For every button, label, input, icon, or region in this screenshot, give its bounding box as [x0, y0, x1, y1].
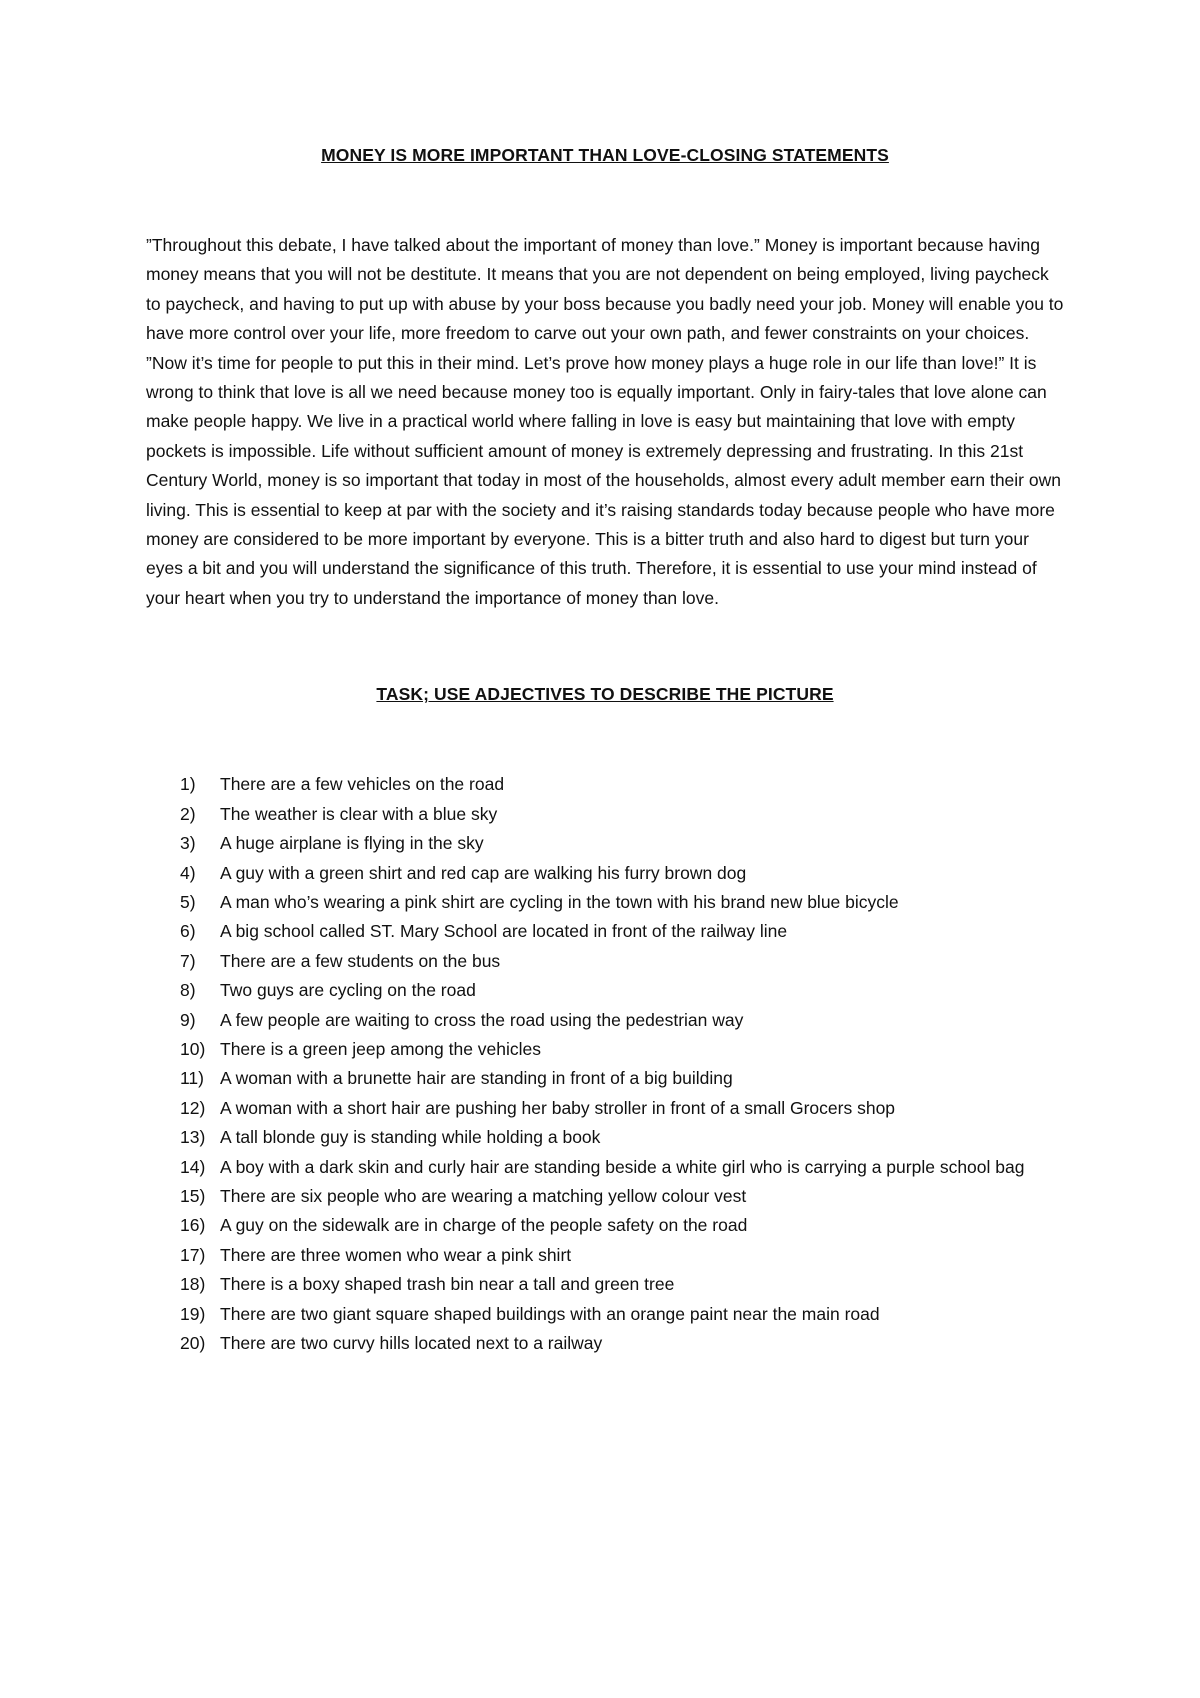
list-item — [146, 1241, 1064, 1270]
list-item-number: 2) — [180, 803, 196, 824]
list-item-number: 8) — [180, 980, 196, 1001]
list-item — [146, 859, 1064, 888]
list-item-text: A tall blonde guy is standing while holding a book — [220, 1127, 601, 1148]
task-title: TASK; USE ADJECTIVES TO DESCRIBE THE PICTURE — [376, 684, 834, 705]
list-item — [146, 1182, 1064, 1211]
list-item — [146, 917, 1064, 946]
adjective-sentence-list — [146, 770, 1064, 1358]
list-item-text: A huge airplane is flying in the sky — [220, 833, 484, 854]
list-item — [146, 1035, 1064, 1064]
list-item-text: There are two giant square shaped buildings with an orange paint near the main road — [220, 1303, 880, 1324]
list-item — [146, 1329, 1064, 1358]
list-item-text: The weather is clear with a blue sky — [220, 803, 498, 824]
list-item-number: 18) — [180, 1274, 206, 1295]
list-item-number: 14) — [180, 1156, 206, 1177]
list-item-text: A guy with a green shirt and red cap are walking his furry brown dog — [220, 862, 747, 883]
list-item-text: There are a few students on the bus — [220, 950, 501, 971]
list-item — [146, 1064, 1064, 1093]
list-item-number: 3) — [180, 833, 196, 854]
list-item-text: There is a green jeep among the vehicles — [220, 1038, 542, 1059]
list-item-text: A boy with a dark skin and curly hair are standing beside a white girl who is carrying a purple school bag — [220, 1156, 1025, 1177]
list-item-text: There are a few vehicles on the road — [220, 774, 505, 795]
list-item — [146, 1211, 1064, 1240]
document-title: MONEY IS MORE IMPORTANT THAN LOVE-CLOSING STATEMENTS — [321, 145, 889, 165]
list-item — [146, 1123, 1064, 1152]
list-item — [146, 888, 1064, 917]
list-item-text: A guy on the sidewalk are in charge of the people safety on the road — [220, 1215, 748, 1236]
list-item-number: 9) — [180, 1009, 196, 1030]
list-item — [146, 1094, 1064, 1123]
list-item-number: 13) — [180, 1127, 206, 1148]
list-item-number: 12) — [180, 1097, 206, 1118]
list-item-number: 17) — [180, 1244, 206, 1265]
list-item — [146, 829, 1064, 858]
list-item-text: Two guys are cycling on the road — [220, 980, 476, 1001]
list-item-number: 1) — [180, 774, 196, 795]
list-item — [146, 1270, 1064, 1299]
list-item-text: A man who’s wearing a pink shirt are cycling in the town with his brand new blue bicycle — [220, 891, 899, 912]
list-item-text: There is a boxy shaped trash bin near a tall and green tree — [220, 1274, 675, 1295]
closing-statement-paragraph: ”Throughout this debate, I have talked about the important of money than love.” Money is important because having money means that you will not be destitute. It means that you are not dependent on being employed, living paycheck to paycheck, and having to put up with abuse by your boss because you badly need your job. Money will enable you to have more control over your life, more freedom to carve out your own path, and fewer constraints on your choices. ”Now it’s time for people to put this in their mind. Let’s prove how money plays a huge role in our life than love!” It is wrong to think that love is all we need because money too is equally important. Only in fairy-tales that love alone can make people happy. We live in a practical world where falling in love is easy but maintaining that love with empty pockets is impossible. Life without sufficient amount of money is extremely depressing and frustrating. In this 21st Century World, money is so important that today in most of the households, almost every adult member earn their own living. This is essential to keep at par with the society and it’s raising standards today because people who have more money are considered to be more important by everyone. This is a bitter truth and also hard to digest but turn your eyes a bit and you will understand the significance of this truth. Therefore, it is essential to use your mind instead of your heart when you try to understand the importance of money than love. — [146, 235, 1064, 608]
list-item-number: 7) — [180, 950, 196, 971]
list-item — [146, 976, 1064, 1005]
list-item-text: A big school called ST. Mary School are located in front of the railway line — [220, 921, 788, 942]
list-item-number: 10) — [180, 1038, 206, 1059]
list-item-number: 15) — [180, 1185, 206, 1206]
list-item-text: There are two curvy hills located next to a railway — [220, 1333, 603, 1353]
list-item — [146, 947, 1064, 976]
list-item-text: A few people are waiting to cross the road using the pedestrian way — [220, 1009, 744, 1030]
list-item — [146, 800, 1064, 829]
document-content — [146, 140, 1064, 1358]
list-item — [146, 1300, 1064, 1329]
list-item-text: A woman with a brunette hair are standing in front of a big building — [220, 1068, 733, 1089]
list-item-number: 4) — [180, 862, 196, 883]
list-item — [146, 770, 1064, 799]
list-item-number: 11) — [180, 1068, 204, 1089]
list-item-text: A woman with a short hair are pushing her baby stroller in front of a small Grocers shop — [220, 1097, 896, 1118]
list-item-number: 5) — [180, 891, 196, 912]
list-item-number: 6) — [180, 921, 196, 942]
list-item-number: 19) — [180, 1303, 206, 1324]
list-item-number: 16) — [180, 1215, 206, 1236]
list-item-text: There are six people who are wearing a matching yellow colour vest — [220, 1185, 747, 1206]
list-item-text: There are three women who wear a pink shirt — [220, 1244, 572, 1265]
list-item — [146, 1006, 1064, 1035]
list-item — [146, 1153, 1064, 1182]
list-item-number: 20) — [180, 1333, 206, 1353]
